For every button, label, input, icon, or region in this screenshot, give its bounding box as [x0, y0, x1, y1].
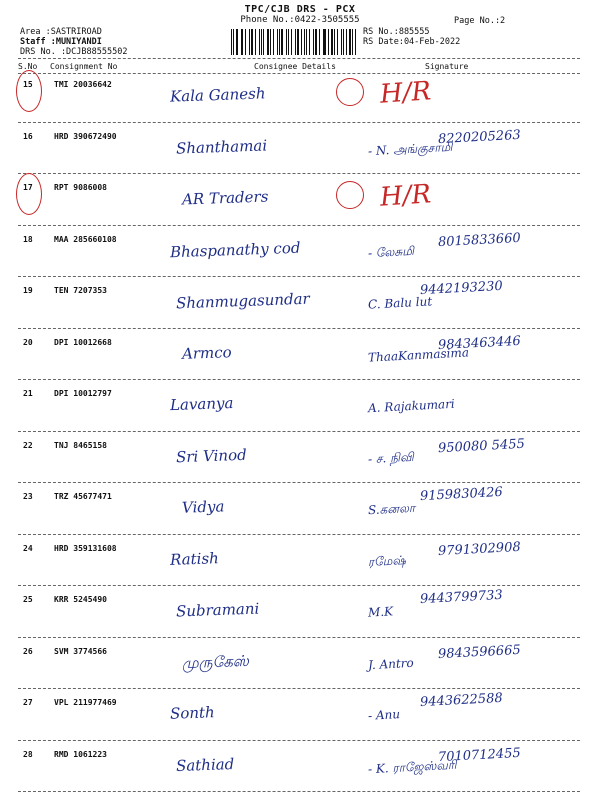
row-divider: [18, 173, 580, 174]
row-consignee-name: Bhaspanathy cod: [169, 238, 301, 261]
row-consignment-number: TMI 20036642: [54, 80, 112, 89]
col-sno: S.No: [18, 62, 38, 71]
red-cross-circle-mark: [336, 78, 364, 106]
row-phone-number: 950080 5455: [437, 436, 526, 456]
row-divider: [18, 791, 580, 792]
row-signature: M.K: [367, 604, 394, 620]
row-consignee-name: Shanthamai: [175, 135, 268, 158]
row-consignee-name: முருகேஸ்: [181, 651, 250, 672]
row-serial-number: 20: [23, 337, 33, 347]
row-serial-number: 19: [23, 286, 33, 295]
row-phone-number: 9843596665: [437, 642, 522, 662]
row-consignee-name: Sri Vinod: [175, 445, 247, 466]
row-serial-number: 27: [23, 698, 33, 707]
row-divider: [18, 740, 580, 741]
row-consignee-name: Vidya: [181, 497, 225, 517]
row-consignment-number: HRD 390672490: [54, 131, 117, 141]
row-consignee-name: Armco: [181, 342, 232, 363]
row-consignment-number: TEN 7207353: [54, 286, 107, 295]
barcode: [231, 29, 359, 55]
col-consignee: Consignee Details: [254, 62, 336, 71]
row-consignment-number: TNJ 8465158: [54, 440, 107, 450]
row-consignee-name: Ratish: [169, 548, 220, 569]
row-consignment-number: RPT 9086008: [54, 183, 107, 192]
row-signature: - Anu: [367, 707, 401, 723]
row-consignee-name: Sathiad: [175, 754, 235, 775]
row-consignee-name: Shanmugasundar: [175, 289, 310, 313]
col-consignment: Consignment No: [50, 62, 118, 71]
row-serial-number: 26: [23, 646, 33, 656]
row-phone-number: 9443622588: [419, 690, 504, 711]
row-signature: S.கனலா: [367, 500, 416, 518]
row-phone-number: 7010712455: [437, 745, 522, 765]
row-divider: [18, 122, 580, 123]
row-divider: [18, 276, 580, 277]
row-consignment-number: KRR 5245490: [54, 595, 107, 604]
row-phone-number: 9443799733: [419, 587, 504, 608]
row-consignee-name: Lavanya: [169, 393, 234, 415]
red-circle-mark: [16, 173, 42, 215]
row-consignee-name: AR Traders: [181, 187, 269, 209]
row-signature: C. Balu lut: [367, 294, 433, 312]
row-serial-number: 22: [23, 440, 33, 450]
row-serial-number: 17: [23, 183, 33, 192]
row-serial-number: 21: [23, 389, 33, 398]
col-signature: Signature: [425, 62, 469, 71]
row-divider: [18, 585, 580, 586]
row-divider: [18, 637, 580, 638]
page-number: Page No.:2: [454, 16, 506, 26]
sheet-header: [0, 4, 600, 26]
row-consignment-number: HRD 359131608: [54, 543, 117, 553]
row-signature: ThaaKanmasima: [367, 344, 470, 365]
row-consignee-name: Kala Ganesh: [169, 84, 266, 106]
sheet-title: TPC/CJB DRS - PCX: [244, 4, 356, 15]
rs-date: RS Date:04-Feb-2022: [363, 37, 461, 47]
row-signature: ரமேஷ்: [367, 552, 407, 569]
row-consignment-number: SVM 3774566: [54, 646, 107, 656]
row-serial-number: 24: [23, 543, 33, 553]
row-hold-remark: H/R: [379, 179, 432, 213]
area-label: Area :SASTRIROAD: [20, 27, 102, 37]
row-serial-number: 28: [23, 749, 33, 759]
row-consignment-number: DPI 10012797: [54, 389, 112, 398]
row-divider: [18, 328, 580, 329]
row-serial-number: 23: [23, 492, 33, 501]
row-divider: [18, 225, 580, 226]
row-consignment-number: TRZ 45677471: [54, 492, 112, 501]
row-phone-number: 9159830426: [419, 484, 504, 505]
row-phone-number: 9843463446: [437, 333, 522, 353]
row-signature: - ச. நிவி: [367, 449, 415, 466]
row-signature: A. Rajakumari: [367, 396, 456, 416]
row-divider: [18, 688, 580, 689]
header-divider: [18, 58, 580, 59]
row-signature: J. Antro: [367, 655, 415, 672]
row-consignment-number: DPI 10012668: [54, 337, 112, 347]
row-signature: - லேசுமி: [367, 243, 415, 260]
rs-number: RS No.:885555: [363, 27, 430, 37]
row-divider: [18, 379, 580, 380]
row-signature: - K. ராஜேஸ்வரி: [367, 757, 457, 776]
row-signature: - N. அங்குசாமி: [367, 139, 453, 158]
row-consignment-number: MAA 285660108: [54, 234, 117, 244]
row-consignment-number: VPL 211977469: [54, 698, 117, 707]
row-serial-number: 18: [23, 234, 33, 244]
row-phone-number: 8220205263: [437, 127, 522, 147]
row-phone-number: 9442193230: [419, 278, 504, 299]
row-serial-number: 16: [23, 131, 33, 141]
row-phone-number: 9791302908: [437, 539, 522, 559]
row-hold-remark: H/R: [379, 76, 432, 110]
delivery-info-right: [363, 27, 460, 47]
row-phone-number: 8015833660: [437, 230, 522, 250]
delivery-info-left: [20, 27, 127, 57]
row-divider: [18, 431, 580, 432]
phone-number: Phone No.:0422-3505555: [240, 15, 360, 25]
column-divider: [18, 73, 580, 74]
row-consignee-name: Sonth: [169, 703, 215, 723]
row-serial-number: 25: [23, 595, 33, 604]
row-consignment-number: RMD 1061223: [54, 749, 107, 759]
column-headers: [18, 62, 578, 72]
drs-number: DRS No. :DCJB88555502: [20, 47, 128, 57]
row-divider: [18, 534, 580, 535]
row-serial-number: 15: [23, 80, 33, 89]
row-divider: [18, 482, 580, 483]
red-circle-mark: [16, 70, 42, 112]
row-consignee-name: Subramani: [175, 599, 260, 621]
staff-label: Staff :MUNIYANDI: [20, 37, 102, 47]
red-cross-circle-mark: [336, 181, 364, 209]
